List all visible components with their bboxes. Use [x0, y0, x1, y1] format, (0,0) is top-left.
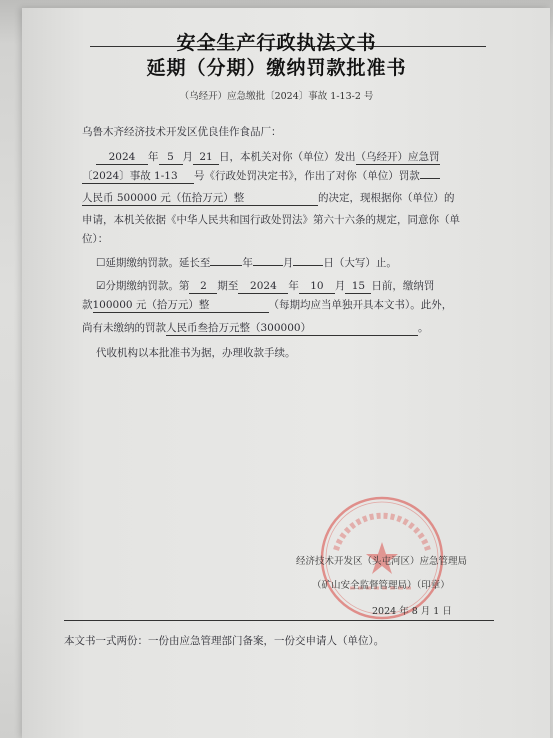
decision-ref-a: （乌经开）应急罚 — [355, 151, 440, 163]
body-line-10: 代收机构以本批准书为据，办理收款手续。 — [96, 347, 296, 359]
line3-text: 的决定，现根据你（单位）的 — [318, 192, 455, 204]
installment-until: 期至 — [217, 280, 239, 292]
issuing-authority-sub: （矿山安全监督管理局）（印章） — [312, 580, 450, 591]
line2-text: 号《行政处罚决定书》，作出了对你（单位）罚款 — [194, 170, 420, 182]
document-number: （乌经开）应急缴批〔2024〕事故 1-13-2 号 — [179, 91, 374, 102]
document-subtitle: 延期（分期）缴纳罚款批准书 — [146, 57, 407, 79]
blank — [293, 265, 323, 266]
installment-year: 2024 — [238, 280, 288, 294]
defer-option — [96, 255, 397, 270]
installment-month: 10 — [299, 280, 335, 294]
year-label: 年 — [148, 151, 159, 163]
blank — [210, 265, 242, 266]
addressee: 乌鲁木齐经济技术开发区优良佳作食品厂： — [82, 126, 282, 138]
body-line-5: 位）： — [82, 233, 109, 245]
fine-amount: 人民币 500000 元（伍拾万元）整 — [82, 192, 318, 206]
body-line-4: 申请，本机关依据《中华人民共和国行政处罚法》第六十六条的规定，同意你（单 — [82, 214, 460, 226]
installment-number: 2 — [189, 280, 217, 294]
body-line-3 — [82, 190, 455, 206]
line8-label: 款 — [82, 299, 93, 311]
installment-day: 15 — [345, 280, 371, 294]
body-line-1 — [96, 149, 440, 165]
month-label: 月 — [182, 151, 193, 163]
document-title: 安全生产行政执法文书 — [176, 32, 377, 54]
defer-checkbox: ☐ — [96, 257, 106, 269]
remaining-amount: 人民币叁拾万元整（300000） — [166, 322, 418, 336]
month-label: 月 — [334, 280, 346, 292]
paper-sheet — [22, 8, 550, 738]
footer-note: 本文书一式两份：一份由应急管理部门备案，一份交申请人（单位）。 — [64, 635, 385, 647]
line9-text: 尚有未缴纳的罚款 — [82, 322, 166, 334]
defer-text: 延期缴纳罚款。延长至 — [105, 257, 211, 269]
footer-rule — [64, 620, 494, 621]
body-line-2 — [82, 168, 440, 184]
month-label: 月 — [282, 257, 294, 269]
installment-option — [96, 278, 434, 294]
line1-text: 日，本机关对你（单位）发出 — [219, 151, 356, 163]
issuing-authority: 经济技术开发区（头屯河区）应急管理局 — [296, 556, 468, 567]
installment-amount: 100000 元（拾万元）整 — [93, 299, 269, 313]
installment-pay-text: 日前，缴纳罚 — [371, 280, 435, 292]
issue-month: 5 — [159, 151, 183, 165]
blank — [253, 265, 283, 266]
line9-end: 。 — [418, 322, 429, 334]
installment-checkbox: ☑ — [96, 280, 106, 292]
decision-ref-b: 〔2024〕事故 1-13 — [82, 170, 194, 184]
year-label: 年 — [242, 257, 253, 269]
issue-day: 21 — [193, 151, 219, 165]
issue-year: 2024 — [96, 151, 148, 165]
body-line-8 — [82, 297, 452, 313]
defer-end-text: 日（大写）止。 — [323, 257, 397, 269]
installment-text: 分期缴纳罚款。第 — [105, 280, 190, 292]
line8-text: （每期均应当单独开具本文书）。此外， — [268, 299, 453, 311]
signature-date: 2024 年 8 月 1 日 — [372, 606, 452, 617]
blank — [420, 178, 440, 179]
body-line-9 — [82, 320, 429, 336]
year-label: 年 — [288, 280, 299, 292]
